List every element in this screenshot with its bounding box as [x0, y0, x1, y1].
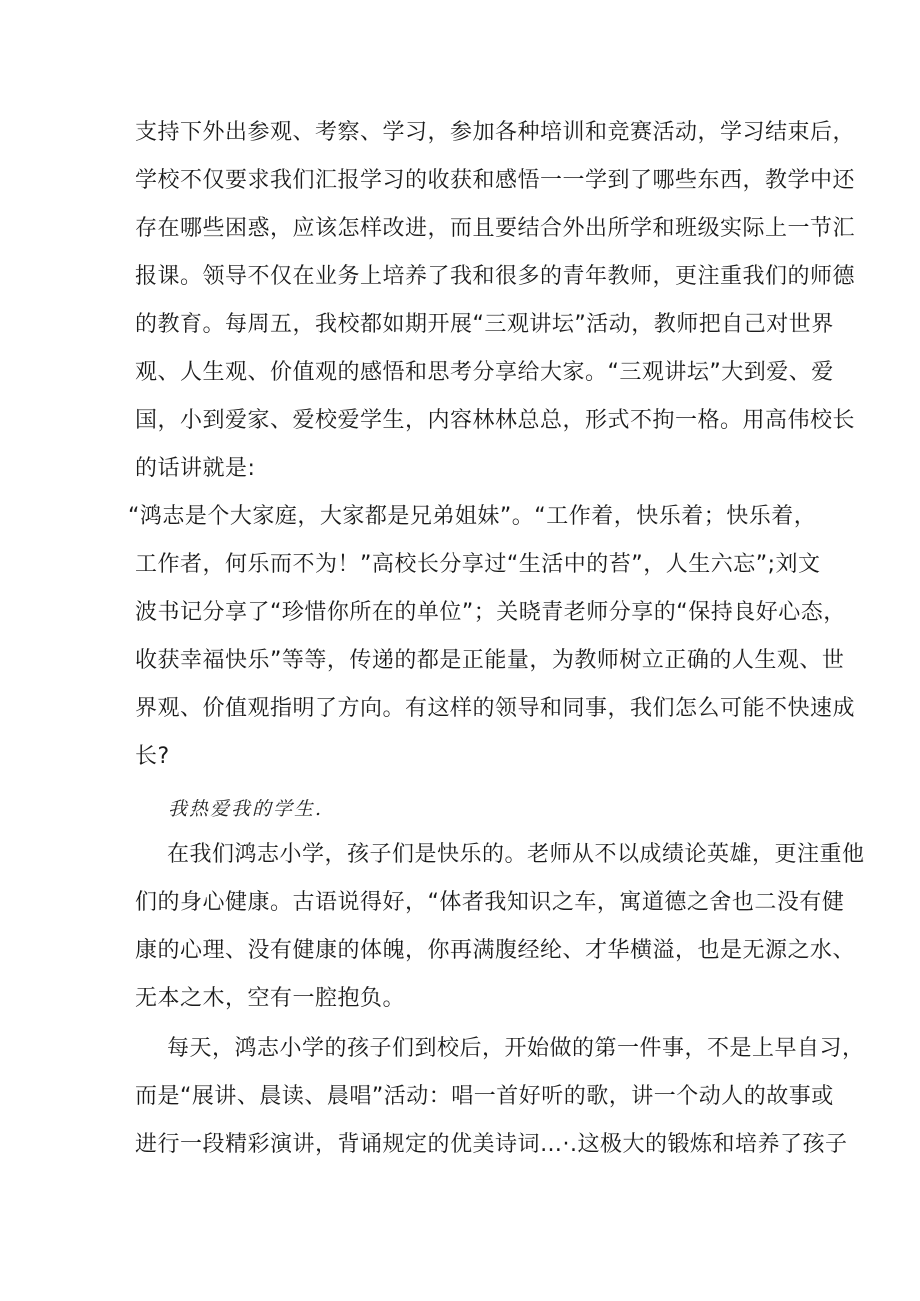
text-line: 在我们鸿志小学，孩子们是快乐的。老师从不以成绩论英雄，更注重他	[167, 842, 865, 867]
section-heading: 我热爱我的学生.	[168, 798, 324, 820]
text-line: 长?	[135, 744, 170, 769]
text-line: 界观、价值观指明了方向。有这样的领导和同事，我们怎么可能不快速成	[135, 696, 856, 721]
text-line: 的话讲就是:	[135, 456, 256, 481]
text-line: 进行一段精彩演讲，背诵规定的优美诗词…·.这极大的锻炼和培养了孩子	[135, 1132, 848, 1157]
text-line: 的教育。每周五，我校都如期开展“三观讲坛”活动，教师把自己对世界	[135, 312, 834, 337]
text-line: 工作者，何乐而不为！”高校长分享过“生活中的苔”，人生六忘”;刘文	[135, 552, 821, 577]
text-line: 康的心理、没有健康的体魄，你再满腹经纶、才华横溢，也是无源之水、	[135, 938, 856, 963]
text-line: 学校不仅要求我们汇报学习的收获和感悟一一学到了哪些东西，教学中还	[135, 168, 856, 193]
text-line: 存在哪些困惑，应该怎样改进，而且要结合外出所学和班级实际上一节汇	[135, 216, 856, 241]
text-line: 们的身心健康。古语说得好，“体者我知识之车，寓道德之舍也二没有健	[135, 890, 845, 915]
text-line: 而是“展讲、晨读、晨唱”活动：唱一首好听的歌，讲一个动人的故事或	[135, 1084, 834, 1109]
text-line: 波书记分享了“珍惜你所在的单位”；关晓青老师分享的“保持良好心态，	[135, 600, 846, 625]
text-line: 观、人生观、价值观的感悟和思考分享给大家。“三观讲坛”大到爱、爱	[135, 360, 834, 385]
text-line: 报课。领导不仅在业务上培养了我和很多的青年教师，更注重我们的师德	[135, 264, 856, 289]
text-line: “鸿志是个大家庭，大家都是兄弟姐妹”。“工作着，快乐着；快乐着，	[128, 504, 817, 529]
text-line: 国，小到爱家、爱校爱学生，内容林林总总，形式不拘一格。用高伟校长	[135, 408, 856, 433]
text-line: 收获幸福快乐”等等，传递的都是正能量，为教师树立正确的人生观、世	[135, 648, 845, 673]
text-line: 每天，鸿志小学的孩子们到校后，开始做的第一件事，不是上早自习，	[167, 1036, 865, 1061]
text-line: 无本之木，空有一腔抱负。	[135, 986, 406, 1011]
text-line: 支持下外出参观、考察、学习，参加各种培训和竞赛活动，学习结束后，	[135, 120, 856, 145]
